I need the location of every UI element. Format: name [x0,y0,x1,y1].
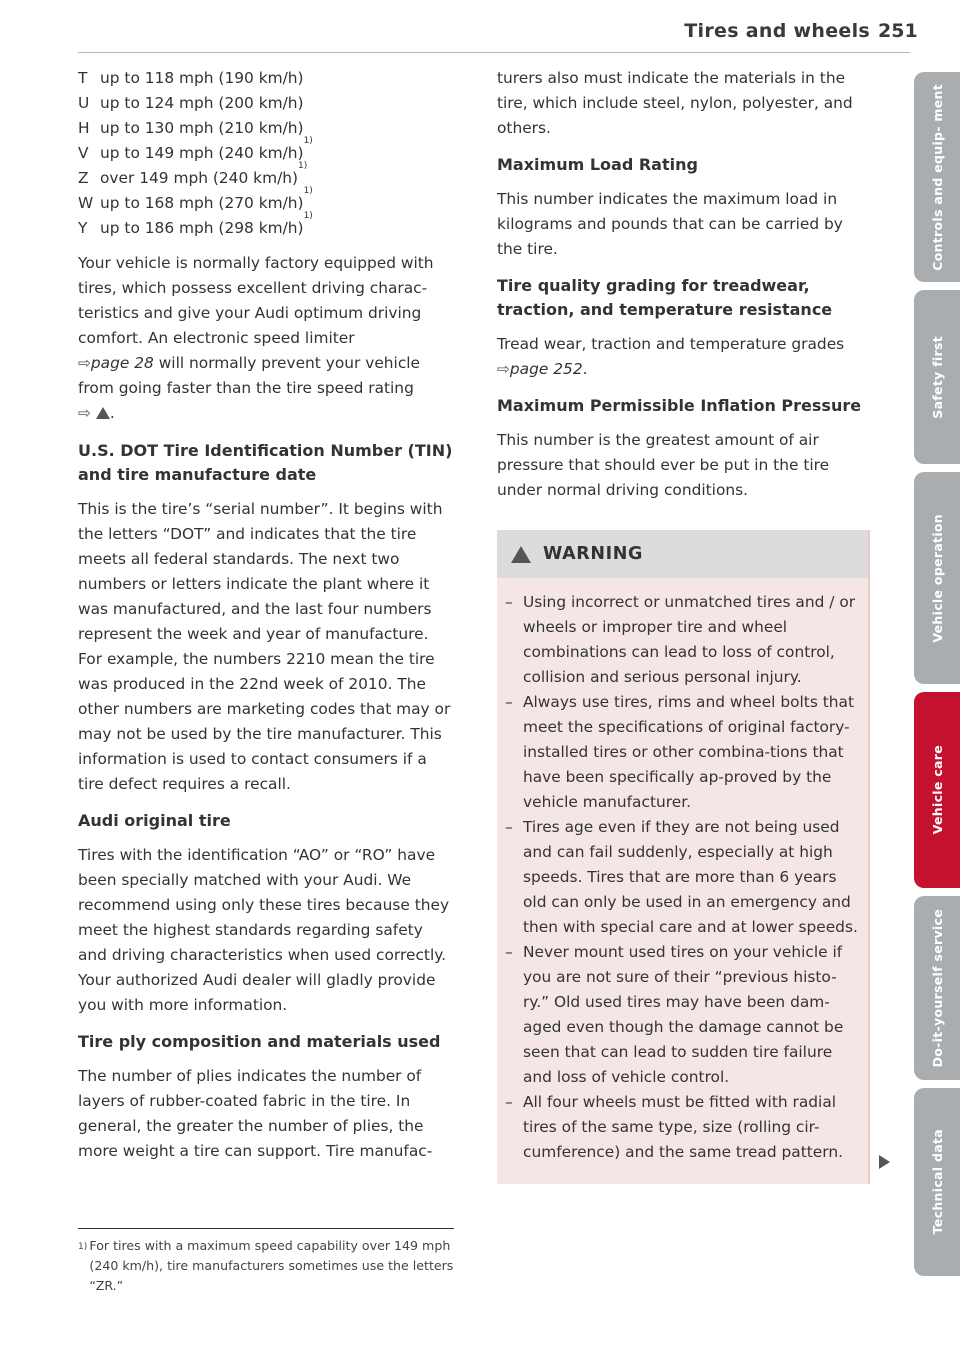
footnote-ref[interactable]: 1) [303,211,313,221]
reference-arrow-icon: ⇨ [78,404,91,422]
load-rating-heading: Maximum Load Rating [497,155,698,174]
warning-item: – Never mount used tires on your vehicle if you are not sure of their “previous histo-ry.” Old used tires may have been dam-aged even though the damage cannot be seen that can lead to sudden tire failure and loss of vehicle control. [505,943,844,1086]
footnote: 1) For tires with a maximum speed capability over 149 mph (240 km/h), tire manufacturers sometimes use the letters “ZR.” [78,1238,454,1293]
ply-paragraph: The number of plies indicates the number of layers of rubber-coated fabric in the tire. In general, the greater the number of plies, the more weight a tire can support. Tire manufac- [78,1067,433,1160]
page-reference-link[interactable]: page 252 [509,360,583,378]
page-reference-link[interactable]: page 28 [90,354,154,372]
speed-rating-row: Y up to 186 mph (298 km/h) 1) [78,216,454,241]
speed-rating-list [78,66,454,241]
left-column [78,66,454,1164]
footnote-ref[interactable]: 1) [303,136,313,146]
speed-rating-row: H up to 130 mph (210 km/h) [78,119,304,137]
reference-arrow-icon: ⇨ [78,354,91,372]
inflation-pressure-paragraph: This number is the greatest amount of air pressure that should ever be put in the tire under normal driving conditions. [497,431,830,499]
tin-paragraph: This is the tire’s “serial number”. It begins with the letters “DOT” and indicates that the tire meets all federal standards. The next two numbers or letters indicate the plant where it was manufactured, and the last four numbers represent the week and year of manufacture. For example, the numbers 2210 mean the tire was produced in the 22nd week of 2010. The other numbers are marketing codes that may or may not be used by the tire manufacturer. This information is used to contact consumers if a tire defect requires a recall. [78,500,451,793]
warning-header [497,530,868,578]
load-rating-paragraph: This number indicates the maximum load in kilograms and pounds that can be carried by the tire. [497,190,843,258]
reference-arrow-icon: ⇨ [497,360,510,378]
ply-heading: Tire ply composition and materials used [78,1032,441,1051]
speed-rating-row: W up to 168 mph (270 km/h) 1) [78,191,454,216]
speed-rating-row: V up to 149 mph (240 km/h) 1) [78,141,454,166]
warning-item: – Always use tires, rims and wheel bolts that meet the specifications of original factory-installed tires or other combina-tions that have been specifically ap-proved by the vehicle manufacturer. [505,693,855,811]
warning-list [497,578,868,1165]
speed-rating-row: T up to 118 mph (190 km/h) [78,69,304,87]
audi-tire-paragraph: Tires with the identification “AO” or “RO” have been specially matched with your Audi. We recommend using only these tires because they meet the highest standards regarding safety and driving characteristics when used correctly. Your authorized Audi dealer will gladly provide you with more information. [78,846,450,1014]
speed-rating-row: U up to 124 mph (200 km/h) [78,94,304,112]
footnote-ref[interactable]: 1) [303,186,313,196]
tab-vehicle-care[interactable]: Vehicle care [914,692,960,888]
warning-item: – Tires age even if they are not being used and can fail suddenly, especially at high speeds. Tires that are more than 6 years old can only be used in an emergency and then with special care and at lower speeds. [505,818,858,936]
right-column [497,66,870,503]
continued-paragraph: turers also must indicate the materials in the tire, which include steel, nylon, polyester, and others. [497,69,853,137]
intro-paragraph: Your vehicle is normally factory equipped with tires, which possess excellent driving charac-teristics and give your Audi optimum driving comfort. An electronic speed limiter ⇨page 28 will normally prevent your vehicle from going faster than the tire speed rating ⇨ . [78,254,434,422]
continue-arrow-icon [879,1155,890,1169]
tab-vehicle-operation[interactable]: Vehicle operation [914,472,960,684]
warning-item: – Using incorrect or unmatched tires and / or wheels or improper tire and wheel combinations can lead to loss of control, collision and serious personal injury. [505,593,856,686]
quality-grading-heading: Tire quality grading for treadwear, traction, and temperature resistance [497,276,833,319]
footnote-ref[interactable]: 1) [298,161,308,171]
section-title: Tires and wheels [684,20,870,42]
inflation-pressure-heading: Maximum Permissible Inflation Pressure [497,396,862,415]
footnote-divider [78,1228,454,1229]
tab-controls-and-equipment[interactable]: Controls and equip- ment [914,72,960,282]
tab-technical-data[interactable]: Technical data [914,1088,960,1276]
tin-heading: U.S. DOT Tire Identification Number (TIN) and tire manufacture date [78,441,453,484]
tab-do-it-yourself-service[interactable]: Do-it-yourself service [914,896,960,1080]
warning-box [497,530,870,1184]
warning-triangle-icon [511,546,531,563]
tab-safety-first[interactable]: Safety first [914,290,960,464]
warning-title: WARNING [543,544,643,564]
warning-item: – All four wheels must be fitted with radial tires of the same type, size (rolling cir-cumference) and the same tread pattern. [505,1093,843,1161]
audi-tire-heading: Audi original tire [78,811,231,830]
header-divider [78,52,910,53]
page-number: 251 [878,20,918,42]
speed-rating-row: Z over 149 mph (240 km/h) 1) [78,166,454,191]
warning-triangle-icon[interactable] [96,407,110,419]
quality-grading-paragraph: Tread wear, traction and temperature grades ⇨page 252. [497,335,845,378]
